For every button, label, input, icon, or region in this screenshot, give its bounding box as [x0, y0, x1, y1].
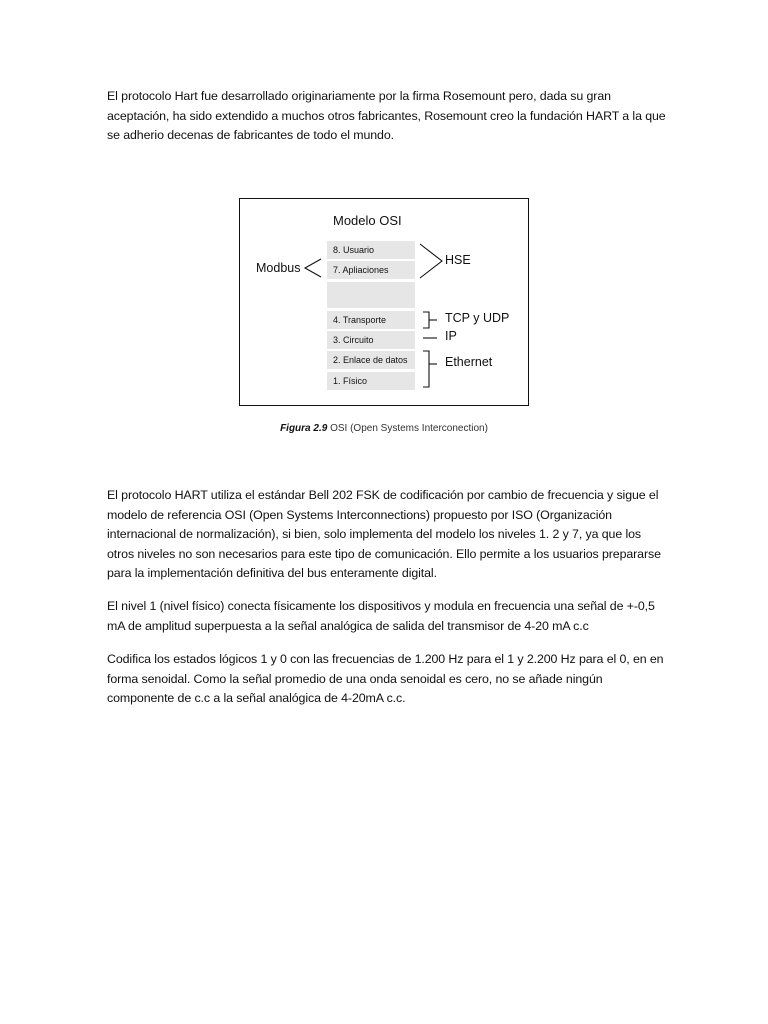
- tcp-bracket: [423, 312, 429, 328]
- modbus-label: Modbus: [256, 261, 301, 275]
- osi-layer-aplicaciones: 7. Apliaciones: [327, 261, 415, 279]
- osi-layer-circuito: 3. Circuito: [327, 331, 415, 349]
- intro-paragraph: El protocolo Hart fue desarrollado originariamente por la firma Rosemount pero, dada su gran aceptación, ha sido extendido a muchos otros fabricantes, Rosemount creo la fundación HART a la que se adherio decenas de fabricantes de todo el mundo.: [107, 89, 666, 142]
- osi-layer-enlace: 2. Enlace de datos: [327, 351, 415, 369]
- figure-caption: [0, 423, 768, 434]
- standard-paragraph: El protocolo HART utiliza el estándar Bell 202 FSK de codificación por cambio de frecuencia y sigue el modelo de referencia OSI (Open Systems Interconnections) propuesto por ISO (Organización internacional de normalización), si bien, solo implementa del modelo los niveles 1. 2 y 7, ya que los otros niveles no son necesarios para este tipo de comunicación. Ello permite a los usuarios prepararse para la implementación definitiva del bus enteramente digital.: [107, 488, 661, 580]
- figure-caption-label: Figura 2.9: [280, 423, 328, 434]
- tcp-udp-label: TCP y UDP: [445, 311, 510, 325]
- level1-paragraph: El nivel 1 (nivel físico) conecta físicamente los dispositivos y modula en frecuencia una señal de +-0,5 mA de amplitud superpuesta a la señal analógica de salida del transmisor de 4-20 mA c.c: [107, 599, 655, 633]
- encoding-paragraph: Codifica los estados lógicos 1 y 0 con las frecuencias de 1.200 Hz para el 1 y 2.200 Hz para el 0, en en forma senoidal. Como la señal promedio de una onda senoidal es cero, no se añade ningún componente de c.c a la señal analógica de 4-20mA c.c.: [107, 652, 664, 705]
- osi-layer-fisico: 1. Físico: [327, 372, 415, 390]
- ethernet-label: Ethernet: [445, 355, 493, 369]
- figure-title: Modelo OSI: [333, 213, 402, 228]
- figure-caption-text: OSI (Open Systems Interconection): [330, 423, 488, 434]
- osi-layer-usuario: 8. Usuario: [327, 241, 415, 259]
- hse-chevron: [420, 244, 442, 278]
- hse-label: HSE: [445, 253, 471, 267]
- ip-label: IP: [445, 329, 457, 343]
- osi-layer-transporte: 4. Transporte: [327, 311, 415, 329]
- modbus-chevron: [305, 259, 321, 277]
- ethernet-bracket: [423, 351, 429, 387]
